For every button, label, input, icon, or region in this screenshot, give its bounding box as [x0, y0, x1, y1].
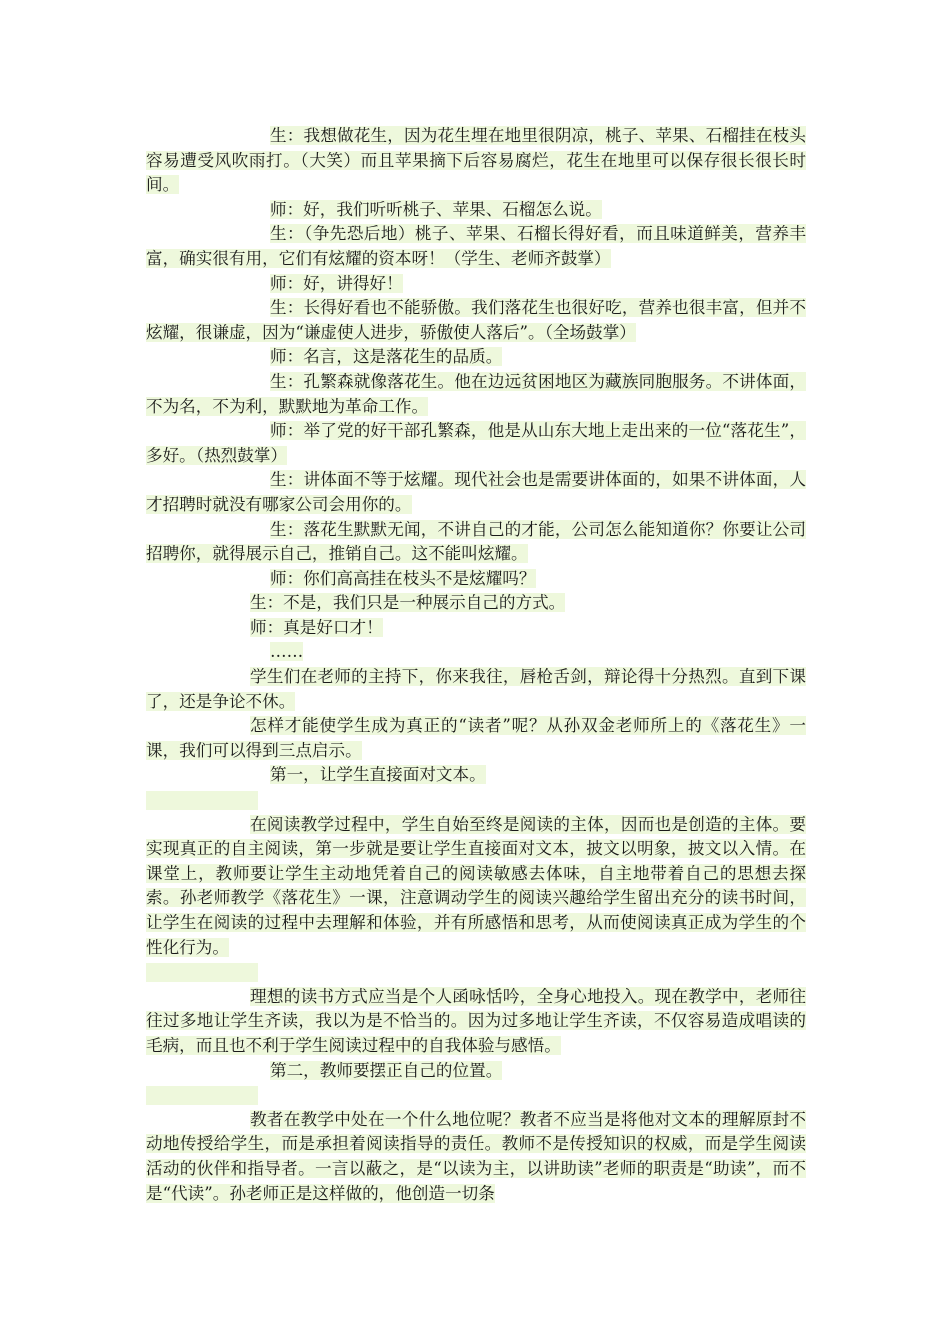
paragraph-text: 生：讲体面不等于炫耀。现代社会也是需要讲体面的，如果不讲体面，人才招聘时就没有哪家公司会用你的。 — [146, 470, 806, 514]
paragraph — [146, 198, 806, 223]
paragraph — [146, 222, 806, 271]
paragraph-text: 师：名言，这是落花生的品质。 — [270, 347, 503, 367]
blank-line — [146, 1083, 806, 1108]
paragraph — [146, 518, 806, 567]
paragraph — [146, 665, 806, 714]
blank-line — [146, 960, 806, 985]
paragraph-text: …… — [270, 642, 304, 662]
paragraph — [146, 345, 806, 370]
paragraph — [146, 419, 806, 468]
paragraph-text: 学生们在老师的主持下，你来我往，唇枪舌剑，辩论得十分热烈。直到下课了，还是争论不休。 — [146, 667, 806, 711]
paragraph-text: 师：好，讲得好！ — [270, 273, 403, 293]
paragraph-text: 师：真是好口才！ — [250, 617, 383, 637]
paragraph — [146, 1108, 806, 1206]
paragraph-text: 师：你们高高挂在枝头不是炫耀吗？ — [270, 568, 536, 588]
paragraph-text: 生：孔繁森就像落花生。他在边远贫困地区为藏族同胞服务。不讲体面，不为名，不为利，默默地为革命工作。 — [146, 371, 806, 416]
paragraph — [146, 640, 806, 665]
paragraph-text: 怎样才能使学生成为真正的“读者”呢？从孙双金老师所上的《落花生》一课，我们可以得到三点启示。 — [146, 716, 806, 760]
paragraph-text: 师：好，我们听听桃子、苹果、石榴怎么说。 — [270, 199, 602, 219]
paragraph — [146, 468, 806, 517]
paragraph — [146, 714, 806, 763]
paragraph — [146, 124, 806, 198]
paragraph-text: 教者在教学中处在一个什么地位呢？教者不应当是将他对文本的理解原封不动地传授给学生，而是承担着阅读指导的责任。教师不是传授知识的权威，而是学生阅读活动的伙伴和指导者。一言以蔽之，是“以读为主，以讲助读”老师的职责是“助读”，而不是“代读”。孙老师正是这样做的，他创造一切条 — [146, 1109, 806, 1203]
paragraph-text: 生：（争先恐后地）桃子、苹果、石榴长得好看，而且味道鲜美，营养丰富，确实很有用，它们有炫耀的资本呀！（学生、老师齐鼓掌） — [146, 224, 806, 268]
blank-line — [146, 788, 806, 813]
paragraph-text: 生：长得好看也不能骄傲。我们落花生也很好吃，营养也很丰富，但并不炫耀，很谦虚，因为“谦虚使人进步，骄傲使人落后”。（全场鼓掌） — [146, 298, 806, 342]
paragraph-text: 第二，教师要摆正自己的位置。 — [270, 1060, 503, 1080]
paragraph — [146, 763, 806, 788]
paragraph — [146, 1059, 806, 1084]
paragraph — [146, 591, 806, 616]
paragraph — [146, 370, 806, 419]
paragraph-text: 生：我想做花生，因为花生埋在地里很阴凉，桃子、苹果、石榴挂在枝头容易遭受风吹雨打。（大笑）而且苹果摘下后容易腐烂，花生在地里可以保存很长很长时间。 — [146, 126, 806, 195]
paragraph — [146, 985, 806, 1059]
paragraph-text: 生：落花生默默无闻，不讲自己的才能，公司怎么能知道你？你要让公司招聘你，就得展示自己，推销自己。这不能叫炫耀。 — [146, 519, 806, 564]
paragraph-text: 师：举了党的好干部孔繁森，他是从山东大地上走出来的一位“落花生”，多好。（热烈鼓掌） — [146, 421, 806, 465]
paragraph — [146, 567, 806, 592]
paragraph-text: 第一，让学生直接面对文本。 — [270, 765, 486, 785]
paragraph-text: 在阅读教学过程中，学生自始至终是阅读的主体，因而也是创造的主体。要实现真正的自主阅读，第一步就是要让学生直接面对文本，披文以明象，披文以入情。在课堂上，教师要让学生主动地凭着自己的阅读敏感去体味，自主地带着自己的思想去探索。孙老师教学《落花生》一课，注意调动学生的阅读兴趣给学生留出充分的读书时间，让学生在阅读的过程中去理解和体验，并有所感悟和思考，从而使阅读真正成为学生的个性化行为。 — [146, 814, 806, 957]
paragraph — [146, 813, 806, 961]
paragraph-text: 理想的读书方式应当是个人函咏恬吟，全身心地投入。现在教学中，老师往往过多地让学生齐读，我以为是不恰当的。因为过多地让学生齐读，不仅容易造成唱读的毛病，而且也不利于学生阅读过程中的自我体验与感悟。 — [146, 986, 806, 1055]
paragraph-text: 生：不是，我们只是一种展示自己的方式。 — [250, 593, 566, 613]
paragraph — [146, 296, 806, 345]
paragraph — [146, 272, 806, 297]
paragraph — [146, 616, 806, 641]
document-body — [146, 124, 806, 1206]
